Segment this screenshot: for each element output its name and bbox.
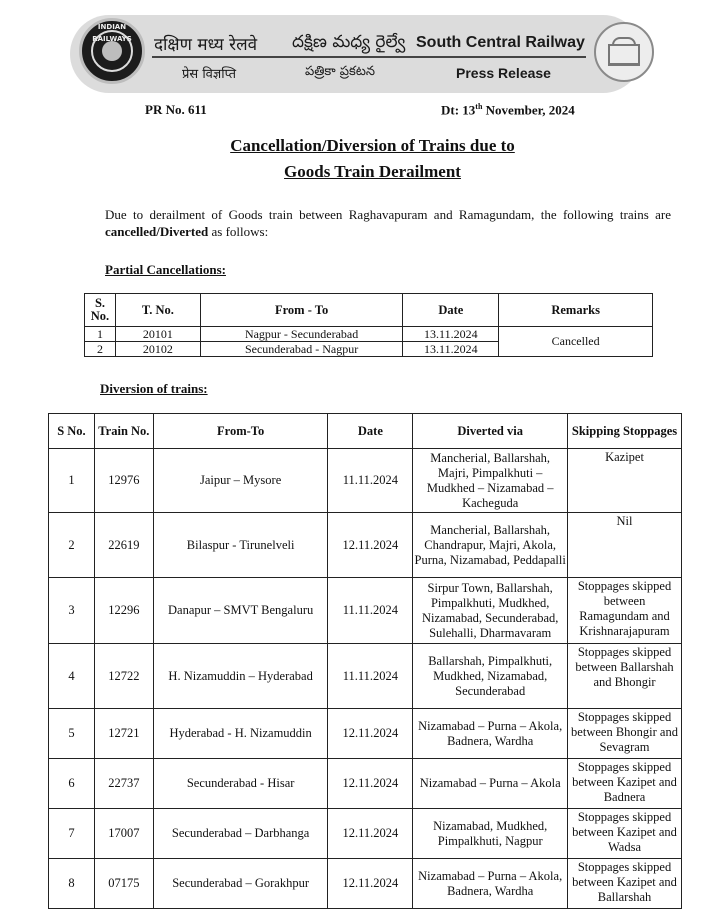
cell-date: 12.11.2024 bbox=[328, 709, 413, 759]
col-header-skipping: Skipping Stoppages bbox=[568, 414, 682, 449]
cell-tno: 20101 bbox=[115, 327, 200, 342]
english-title: South Central Railway bbox=[416, 34, 585, 51]
page-title-line2: Goods Train Derailment bbox=[284, 162, 461, 181]
cell-skipping: Stoppages skipped between Bhongir and Sevagram bbox=[568, 709, 682, 759]
cell-skipping: Kazipet bbox=[568, 449, 682, 513]
cell-skipping: Stoppages skipped between Kazipet and Badnera bbox=[568, 759, 682, 809]
partial-cancellations-table bbox=[84, 293, 653, 357]
pr-date bbox=[441, 102, 575, 118]
logo-text: INDIAN RAILWAYS bbox=[92, 23, 132, 43]
page-title-line1: Cancellation/Diversion of Trains due to bbox=[230, 136, 515, 155]
pr-number: PR No. 611 bbox=[145, 102, 207, 117]
table-row bbox=[49, 759, 682, 809]
cell-diverted-via: Nizamabad, Mudkhed, Pimpalkhuti, Nagpur bbox=[413, 809, 568, 859]
cell-sno: 3 bbox=[49, 578, 95, 644]
cell-sno: 8 bbox=[49, 859, 95, 909]
cell-train-no: 22619 bbox=[94, 513, 153, 578]
cell-train-no: 17007 bbox=[94, 809, 153, 859]
cell-sno: 2 bbox=[49, 513, 95, 578]
cell-sno: 4 bbox=[49, 644, 95, 709]
cell-date: 12.11.2024 bbox=[328, 759, 413, 809]
cell-train-no: 12976 bbox=[94, 449, 153, 513]
pr-date-prefix: Dt: 13 bbox=[441, 102, 476, 118]
table-row bbox=[49, 578, 682, 644]
col-header-train-no: Train No. bbox=[94, 414, 153, 449]
cell-from-to: Secunderabad - Nagpur bbox=[200, 342, 403, 357]
telugu-title: దక్షిణ మధ్య రైల్వే bbox=[292, 32, 406, 52]
telugu-subtitle: పత్రికా ప్రకటన bbox=[305, 64, 376, 79]
cell-from-to: Nagpur - Secunderabad bbox=[200, 327, 403, 342]
table-row bbox=[49, 644, 682, 709]
cell-sno: 7 bbox=[49, 809, 95, 859]
cell-diverted-via: Mancherial, Ballarshah, Majri, Pimpalkhuti – Mudkhed – Nizamabad – Kacheguda bbox=[413, 449, 568, 513]
cell-date: 12.11.2024 bbox=[328, 859, 413, 909]
cell-train-no: 12722 bbox=[94, 644, 153, 709]
header-divider bbox=[152, 56, 586, 58]
diversion-heading: Diversion of trains: bbox=[100, 381, 208, 396]
cell-date: 11.11.2024 bbox=[328, 644, 413, 709]
cell-remarks: Cancelled bbox=[499, 327, 653, 357]
cell-sno: 5 bbox=[49, 709, 95, 759]
cell-from-to: Jaipur – Mysore bbox=[153, 449, 328, 513]
intro-text-a: Due to derailment of Goods train between Raghavapuram and Ramagundam, the following trains are bbox=[105, 207, 671, 222]
cell-skipping: Stoppages skipped between Ramagundam and Krishnarajapuram bbox=[568, 578, 682, 644]
col-header-remarks: Remarks bbox=[499, 294, 653, 327]
cell-train-no: 12721 bbox=[94, 709, 153, 759]
cell-from-to: H. Nizamuddin – Hyderabad bbox=[153, 644, 328, 709]
cell-sno: 1 bbox=[49, 449, 95, 513]
col-header-date: Date bbox=[403, 294, 499, 327]
col-header-sno: S No. bbox=[49, 414, 95, 449]
cell-from-to: Secunderabad – Darbhanga bbox=[153, 809, 328, 859]
cell-train-no: 07175 bbox=[94, 859, 153, 909]
table-row bbox=[49, 709, 682, 759]
cell-date: 11.11.2024 bbox=[328, 449, 413, 513]
cell-date: 13.11.2024 bbox=[403, 342, 499, 357]
english-subtitle: Press Release bbox=[456, 65, 551, 81]
cell-date: 11.11.2024 bbox=[328, 578, 413, 644]
cell-from-to: Hyderabad - H. Nizamuddin bbox=[153, 709, 328, 759]
building-emblem bbox=[594, 22, 654, 82]
cell-skipping: Nil bbox=[568, 513, 682, 578]
cell-diverted-via: Nizamabad – Purna – Akola, Badnera, Wardha bbox=[413, 709, 568, 759]
table-header-row bbox=[49, 414, 682, 449]
partial-cancellations-heading: Partial Cancellations: bbox=[105, 262, 226, 277]
col-header-from-to: From - To bbox=[200, 294, 403, 327]
cell-date: 12.11.2024 bbox=[328, 809, 413, 859]
cell-skipping: Stoppages skipped between Kazipet and Wadsa bbox=[568, 809, 682, 859]
cell-diverted-via: Ballarshah, Pimpalkhuti, Mudkhed, Nizamabad, Secunderabad bbox=[413, 644, 568, 709]
col-header-sno: S. No. bbox=[85, 294, 116, 327]
table-header-row bbox=[85, 294, 653, 327]
table-row bbox=[85, 327, 653, 342]
cell-train-no: 22737 bbox=[94, 759, 153, 809]
pr-date-sup: th bbox=[475, 102, 483, 111]
cell-skipping: Stoppages skipped between Kazipet and Ballarshah bbox=[568, 859, 682, 909]
diversion-table bbox=[48, 413, 682, 909]
cell-from-to: Secunderabad – Gorakhpur bbox=[153, 859, 328, 909]
col-header-date: Date bbox=[328, 414, 413, 449]
cell-sno: 1 bbox=[85, 327, 116, 342]
pr-date-suffix: November, 2024 bbox=[482, 102, 575, 118]
cell-tno: 20102 bbox=[115, 342, 200, 357]
col-header-from-to: From-To bbox=[153, 414, 328, 449]
col-header-diverted-via: Diverted via bbox=[413, 414, 568, 449]
cell-skipping: Stoppages skipped between Ballarshah and Bhongir bbox=[568, 644, 682, 709]
table-row bbox=[49, 513, 682, 578]
cell-from-to: Danapur – SMVT Bengaluru bbox=[153, 578, 328, 644]
table-row bbox=[49, 809, 682, 859]
emblem-building bbox=[608, 44, 640, 66]
intro-paragraph bbox=[105, 206, 671, 240]
cell-diverted-via: Nizamabad – Purna – Akola, Badnera, Wardha bbox=[413, 859, 568, 909]
table-row bbox=[49, 859, 682, 909]
cell-from-to: Bilaspur - Tirunelveli bbox=[153, 513, 328, 578]
table-row bbox=[49, 449, 682, 513]
intro-text-b: as follows: bbox=[208, 224, 269, 239]
cell-date: 13.11.2024 bbox=[403, 327, 499, 342]
hindi-title: दक्षिण मध्य रेलवे bbox=[154, 35, 258, 55]
cell-from-to: Secunderabad - Hisar bbox=[153, 759, 328, 809]
intro-text-bold: cancelled/Diverted bbox=[105, 224, 209, 239]
cell-date: 12.11.2024 bbox=[328, 513, 413, 578]
cell-train-no: 12296 bbox=[94, 578, 153, 644]
col-header-tno: T. No. bbox=[115, 294, 200, 327]
cell-sno: 6 bbox=[49, 759, 95, 809]
cell-sno: 2 bbox=[85, 342, 116, 357]
cell-diverted-via: Mancherial, Ballarshah, Chandrapur, Majri, Akola, Purna, Nizamabad, Peddapalli bbox=[413, 513, 568, 578]
cell-diverted-via: Sirpur Town, Ballarshah, Pimpalkhuti, Mudkhed, Nizamabad, Secunderabad, Sulehalli, Dharmavaram bbox=[413, 578, 568, 644]
indian-railways-logo bbox=[79, 18, 145, 84]
cell-diverted-via: Nizamabad – Purna – Akola bbox=[413, 759, 568, 809]
hindi-subtitle: प्रेस विज्ञप्ति bbox=[182, 67, 237, 82]
